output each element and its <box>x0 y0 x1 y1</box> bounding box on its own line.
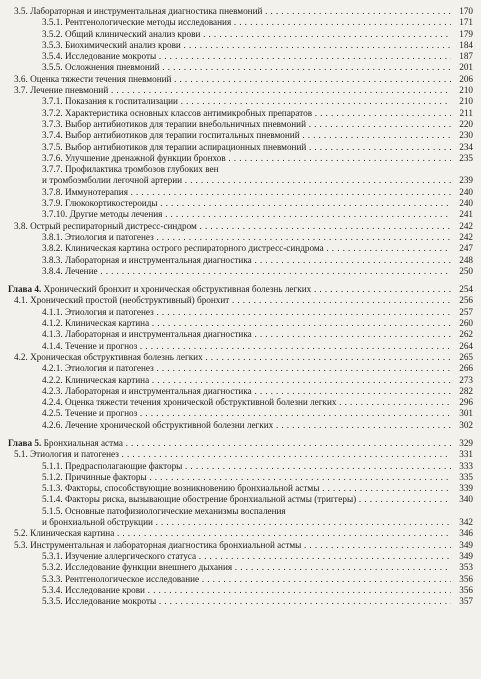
toc-row <box>0 142 481 153</box>
page-number: 262 <box>459 329 473 340</box>
toc-row <box>0 295 481 306</box>
toc-entry-title: 4.1.3. Лабораторная и инструментальная диагностика . . . <box>42 329 451 340</box>
page-number: 247 <box>459 243 473 254</box>
toc-entry-title-wrap <box>42 363 451 374</box>
toc-entry-title-wrap <box>42 62 451 73</box>
page-number: 340 <box>459 494 473 505</box>
page-number: 241 <box>459 209 473 220</box>
toc-row <box>0 472 481 483</box>
toc-row <box>0 585 481 596</box>
chapter-label: Глава 5. <box>8 437 42 448</box>
toc-row <box>0 420 481 431</box>
toc-row <box>0 40 481 51</box>
toc-entry-title: 3.8.3. Лабораторная и инструментальная диагностика . . . <box>42 255 451 266</box>
page-number: 250 <box>459 265 473 276</box>
toc-entry-title-wrap <box>42 209 451 220</box>
toc-entry-title-wrap <box>42 96 451 107</box>
toc-entry-title-wrap <box>42 375 451 386</box>
toc-entry-title-wrap <box>42 420 451 431</box>
toc-entry-title: 3.7.4. Выбор антибиотиков для терапии госпитальных пневмоний . . . <box>42 130 451 141</box>
page-number: 273 <box>459 374 473 385</box>
toc-entry-title: 3.7.3. Выбор антибиотиков для терапии внебольничных пневмоний . . . <box>42 119 451 130</box>
toc-row <box>0 363 481 374</box>
page-number: 220 <box>459 118 473 129</box>
toc-entry-title-wrap <box>42 562 451 573</box>
page-number: 242 <box>459 231 473 242</box>
page-number: 187 <box>459 51 473 62</box>
toc-entry-title-wrap <box>42 461 451 472</box>
toc-row <box>0 341 481 352</box>
toc-row <box>0 108 481 119</box>
page-number: 357 <box>459 596 473 607</box>
toc-row <box>0 221 481 232</box>
toc-row <box>0 528 481 539</box>
toc-row <box>0 449 481 460</box>
toc-row <box>0 386 481 397</box>
toc-entry-title: 5.1.2. Причинные факторы . . . <box>42 472 451 483</box>
toc-entry-title: 3.8. Острый респираторный дистресс-синдром . . . <box>14 221 451 232</box>
toc-row <box>0 494 481 505</box>
toc-entry-title: 4.1.2. Клиническая картина . . . <box>42 318 451 329</box>
toc-row <box>0 540 481 551</box>
chapter-label: Глава 4. <box>8 284 42 295</box>
toc-entry-title: 3.7.8. Иммунотерапия . . . <box>42 187 451 198</box>
toc-row <box>0 164 481 175</box>
toc-entry-title-wrap <box>42 472 451 483</box>
toc-entry-title: 3.6. Оценка тяжести течения пневмоний . . . <box>14 74 451 85</box>
toc-entry-title: 4.2.4. Оценка тяжести течения хронической обструктивной болезни легких . . . <box>42 397 451 408</box>
page-number: 234 <box>459 141 473 152</box>
toc-row <box>0 96 481 107</box>
toc-row <box>0 6 481 17</box>
page-number: 265 <box>459 351 473 362</box>
toc-chapter-row <box>0 284 481 295</box>
toc-entry-title: 3.7. Лечение пневмоний . . . <box>14 85 451 96</box>
page-number: 266 <box>459 363 473 374</box>
page-number: 342 <box>459 517 473 528</box>
toc-entry-title-wrap <box>42 266 451 277</box>
page-number: 256 <box>459 295 473 306</box>
toc-entry-title-wrap <box>42 175 451 186</box>
toc-entry-title: и бронхиальной обструкции . . . <box>42 517 451 528</box>
toc-entry-title-wrap <box>42 483 451 494</box>
toc-entry-title: 3.8.4. Лечение . . . <box>42 266 451 277</box>
toc-entry-title-wrap <box>42 397 451 408</box>
toc-entry-title-wrap <box>42 40 451 51</box>
page-number: 206 <box>459 73 473 84</box>
toc-entry-title-wrap <box>42 585 451 596</box>
toc-entry-title: 5.1.1. Предрасполагающие факторы . . . <box>42 461 451 472</box>
toc-entry-title-wrap <box>14 74 451 85</box>
toc-row <box>0 483 481 494</box>
page-number: 346 <box>459 528 473 539</box>
toc-row <box>0 255 481 266</box>
toc-row <box>0 130 481 141</box>
page-number: 331 <box>459 449 473 460</box>
page-number: 240 <box>459 198 473 209</box>
toc-entry-title-wrap <box>14 221 451 232</box>
toc-entry-title-wrap <box>42 494 451 505</box>
toc-entry-title-wrap <box>42 574 451 585</box>
page-number: 329 <box>459 437 473 448</box>
toc-entry-title-wrap <box>14 540 451 551</box>
page-number: 356 <box>459 573 473 584</box>
page-number: 349 <box>459 550 473 561</box>
page-number: 356 <box>459 584 473 595</box>
page-number: 349 <box>459 539 473 550</box>
toc-entry-title: 4.2.1. Этиология и патогенез . . . <box>42 363 451 374</box>
toc-entry-title-wrap <box>42 255 451 266</box>
page-number: 302 <box>459 419 473 430</box>
toc-entry-title: 5.3.4. Исследование крови . . . <box>42 585 451 596</box>
page-number: 335 <box>459 471 473 482</box>
toc-row <box>0 408 481 419</box>
toc-row <box>0 51 481 62</box>
toc-entry-title-wrap <box>42 232 451 243</box>
toc-row <box>0 307 481 318</box>
toc-entry-title: 4.2.3. Лабораторная и инструментальная диагностика . . . <box>42 386 451 397</box>
toc-entry-title: 3.7.10. Другие методы лечения . . . <box>42 209 451 220</box>
page-number: 210 <box>459 85 473 96</box>
toc-entry-title: 3.7.6. Улучшение дренажной функции бронхов . . . <box>42 153 451 164</box>
toc-row <box>0 175 481 186</box>
toc-entry-title-wrap <box>42 329 451 340</box>
page-number: 239 <box>459 175 473 186</box>
toc-entry-title: 3.5.2. Общий клинический анализ крови . . . <box>42 29 451 40</box>
page-number: 353 <box>459 562 473 573</box>
toc-entry-title: 5.3.1. Изучение аллергического статуса . . . <box>42 551 451 562</box>
page-number: 242 <box>459 220 473 231</box>
toc-entry-title-wrap <box>42 142 451 153</box>
toc-entry-title: 5.1.4. Факторы риска, вызывающие обострение бронхиальной астмы (триггеры) . . . <box>42 494 451 505</box>
page-number: 257 <box>459 306 473 317</box>
toc-entry-title-wrap <box>42 551 451 562</box>
toc-entry-title-wrap <box>14 6 451 17</box>
toc-entry-title-wrap <box>42 341 451 352</box>
toc-row <box>0 119 481 130</box>
toc-entry-title: 3.5.4. Исследование мокроты . . . <box>42 51 451 62</box>
toc-entry-title: 3.7.9. Глюкокортикостероиды . . . <box>42 198 451 209</box>
toc-row <box>0 574 481 585</box>
toc-entry-title-wrap <box>42 506 451 517</box>
toc-row <box>0 266 481 277</box>
chapter-title: Бронхиальная астма <box>43 437 123 448</box>
page-number: 260 <box>459 318 473 329</box>
toc-entry-title: 5.3.3. Рентгенологическое исследование . . . <box>42 574 451 585</box>
toc-chapter-row <box>0 438 481 449</box>
toc-entry-title-wrap <box>42 164 451 175</box>
toc-entry-title: и тромбоэмболии легочной артерии . . . <box>42 175 451 186</box>
toc-entry-title: 5.3.5. Исследование мокроты . . . <box>42 596 451 607</box>
page-number: 248 <box>459 254 473 265</box>
toc-row <box>0 62 481 73</box>
toc-entry-title-wrap <box>42 198 451 209</box>
page-number: 230 <box>459 130 473 141</box>
page-number: 339 <box>459 483 473 494</box>
toc-row <box>0 243 481 254</box>
toc-entry-title: 5.1.3. Факторы, способствующие возникновению бронхиальной астмы . . . <box>42 483 451 494</box>
page-number: 211 <box>459 107 473 118</box>
page-number: 282 <box>459 385 473 396</box>
toc-entry-title: 4.1.4. Течение и прогноз . . . <box>42 341 451 352</box>
toc-row <box>0 352 481 363</box>
page-number: 235 <box>459 152 473 163</box>
toc-row <box>0 209 481 220</box>
toc-row <box>0 198 481 209</box>
toc-row <box>0 506 481 517</box>
toc-entry-title: 4.2.5. Течение и прогноз . . . <box>42 408 451 419</box>
page-number: 184 <box>459 39 473 50</box>
toc-entry-title: 4.2.6. Лечение хронической обструктивной болезни легких . . . <box>42 420 451 431</box>
toc-entry-title-wrap <box>8 284 451 295</box>
toc-entry-title-wrap <box>42 243 451 254</box>
page-number: 240 <box>459 186 473 197</box>
toc-entry-title-wrap <box>42 307 451 318</box>
toc-entry-title <box>8 284 451 295</box>
toc-entry-title-wrap <box>42 51 451 62</box>
toc-row <box>0 85 481 96</box>
toc-entry-title-wrap <box>42 17 451 28</box>
toc-entry-title-wrap <box>42 318 451 329</box>
toc-entry-title-wrap <box>42 187 451 198</box>
toc-entry-title: 3.5.3. Биохимический анализ крови . . . <box>42 40 451 51</box>
chapter-title: Хронический бронхит и хроническая обструктивная болезнь легких <box>43 284 312 295</box>
toc-entry-title-wrap <box>14 352 451 363</box>
toc-row <box>0 29 481 40</box>
toc-entry-title: 3.5.1. Рентгенологические методы исследования . . . <box>42 17 451 28</box>
page-number: 171 <box>459 17 473 28</box>
toc-entry-title: 3.8.1. Этиология и патогенез . . . <box>42 232 451 243</box>
page-number: 296 <box>459 397 473 408</box>
toc-entry-title <box>8 438 451 449</box>
toc-row <box>0 461 481 472</box>
toc-entry-title: 3.7.7. Профилактика тромбозов глубоких вен <box>42 164 219 175</box>
toc-entry-title-wrap <box>14 449 451 460</box>
toc-row <box>0 232 481 243</box>
toc-entry-title: 4.1.1. Этиология и патогенез . . . <box>42 307 451 318</box>
toc-entry-title: 5.1.5. Основные патофизиологические механизмы воспаления <box>42 505 286 516</box>
page-number: 301 <box>459 408 473 419</box>
toc-entry-title: 3.7.2. Характеристика основных классов антимикробных препаратов . . . <box>42 108 451 119</box>
toc-entry-title-wrap <box>42 153 451 164</box>
toc-entry-title-wrap <box>42 386 451 397</box>
page-number: 210 <box>459 96 473 107</box>
toc-entry-title-wrap <box>42 596 451 607</box>
page-number: 201 <box>459 62 473 73</box>
toc-row <box>0 17 481 28</box>
toc-entry-title: 5.3. Инструментальная и лабораторная диагностика бронхиальной астмы . . . <box>14 540 451 551</box>
toc-entry-title-wrap <box>14 85 451 96</box>
toc-entry-title: 3.5. Лабораторная и инструментальная диагностика пневмоний . . . <box>14 6 451 17</box>
toc-entry-title: 3.7.1. Показания к госпитализации . . . <box>42 96 451 107</box>
toc-entry-title-wrap <box>42 29 451 40</box>
toc-entry-title: 4.1. Хронический простой (необструктивный) бронхит . . . <box>14 295 451 306</box>
toc-row <box>0 596 481 607</box>
toc-row <box>0 329 481 340</box>
toc-row <box>0 74 481 85</box>
toc-entry-title: 5.1. Этиология и патогенез . . . <box>14 449 451 460</box>
page-number: 333 <box>459 460 473 471</box>
toc-entry-title: 4.2.2. Клиническая картина . . . <box>42 375 451 386</box>
toc-row <box>0 318 481 329</box>
toc-entry-title-wrap <box>8 438 451 449</box>
toc-entry-title-wrap <box>14 528 451 539</box>
toc-entry-title: 3.8.2. Клиническая картина острого респираторного дистресс-синдрома . . . <box>42 243 451 254</box>
toc-row <box>0 517 481 528</box>
page-number: 264 <box>459 340 473 351</box>
toc-entry-title: 5.3.2. Исследование функции внешнего дыхания . . . <box>42 562 451 573</box>
toc-entry-title-wrap <box>14 295 451 306</box>
page-number: 254 <box>459 284 473 295</box>
toc-entry-title: 3.7.5. Выбор антибиотиков для терапии аспирационных пневмоний . . . <box>42 142 451 153</box>
toc-entry-title: 5.2. Клиническая картина . . . <box>14 528 451 539</box>
toc-entry-title: 4.2. Хроническая обструктивная болезнь легких . . . <box>14 352 451 363</box>
toc-entry-title-wrap <box>42 108 451 119</box>
toc-entry-title-wrap <box>42 517 451 528</box>
page-number: 170 <box>459 6 473 16</box>
table-of-contents <box>0 6 481 607</box>
toc-entry-title: 3.5.5. Осложнения пневмоний . . . <box>42 62 451 73</box>
toc-row <box>0 397 481 408</box>
toc-row <box>0 551 481 562</box>
toc-entry-title-wrap <box>42 408 451 419</box>
toc-entry-title-wrap <box>42 119 451 130</box>
page-number: 179 <box>459 28 473 39</box>
toc-row <box>0 153 481 164</box>
toc-row <box>0 562 481 573</box>
toc-row <box>0 375 481 386</box>
toc-entry-title-wrap <box>42 130 451 141</box>
toc-row <box>0 187 481 198</box>
